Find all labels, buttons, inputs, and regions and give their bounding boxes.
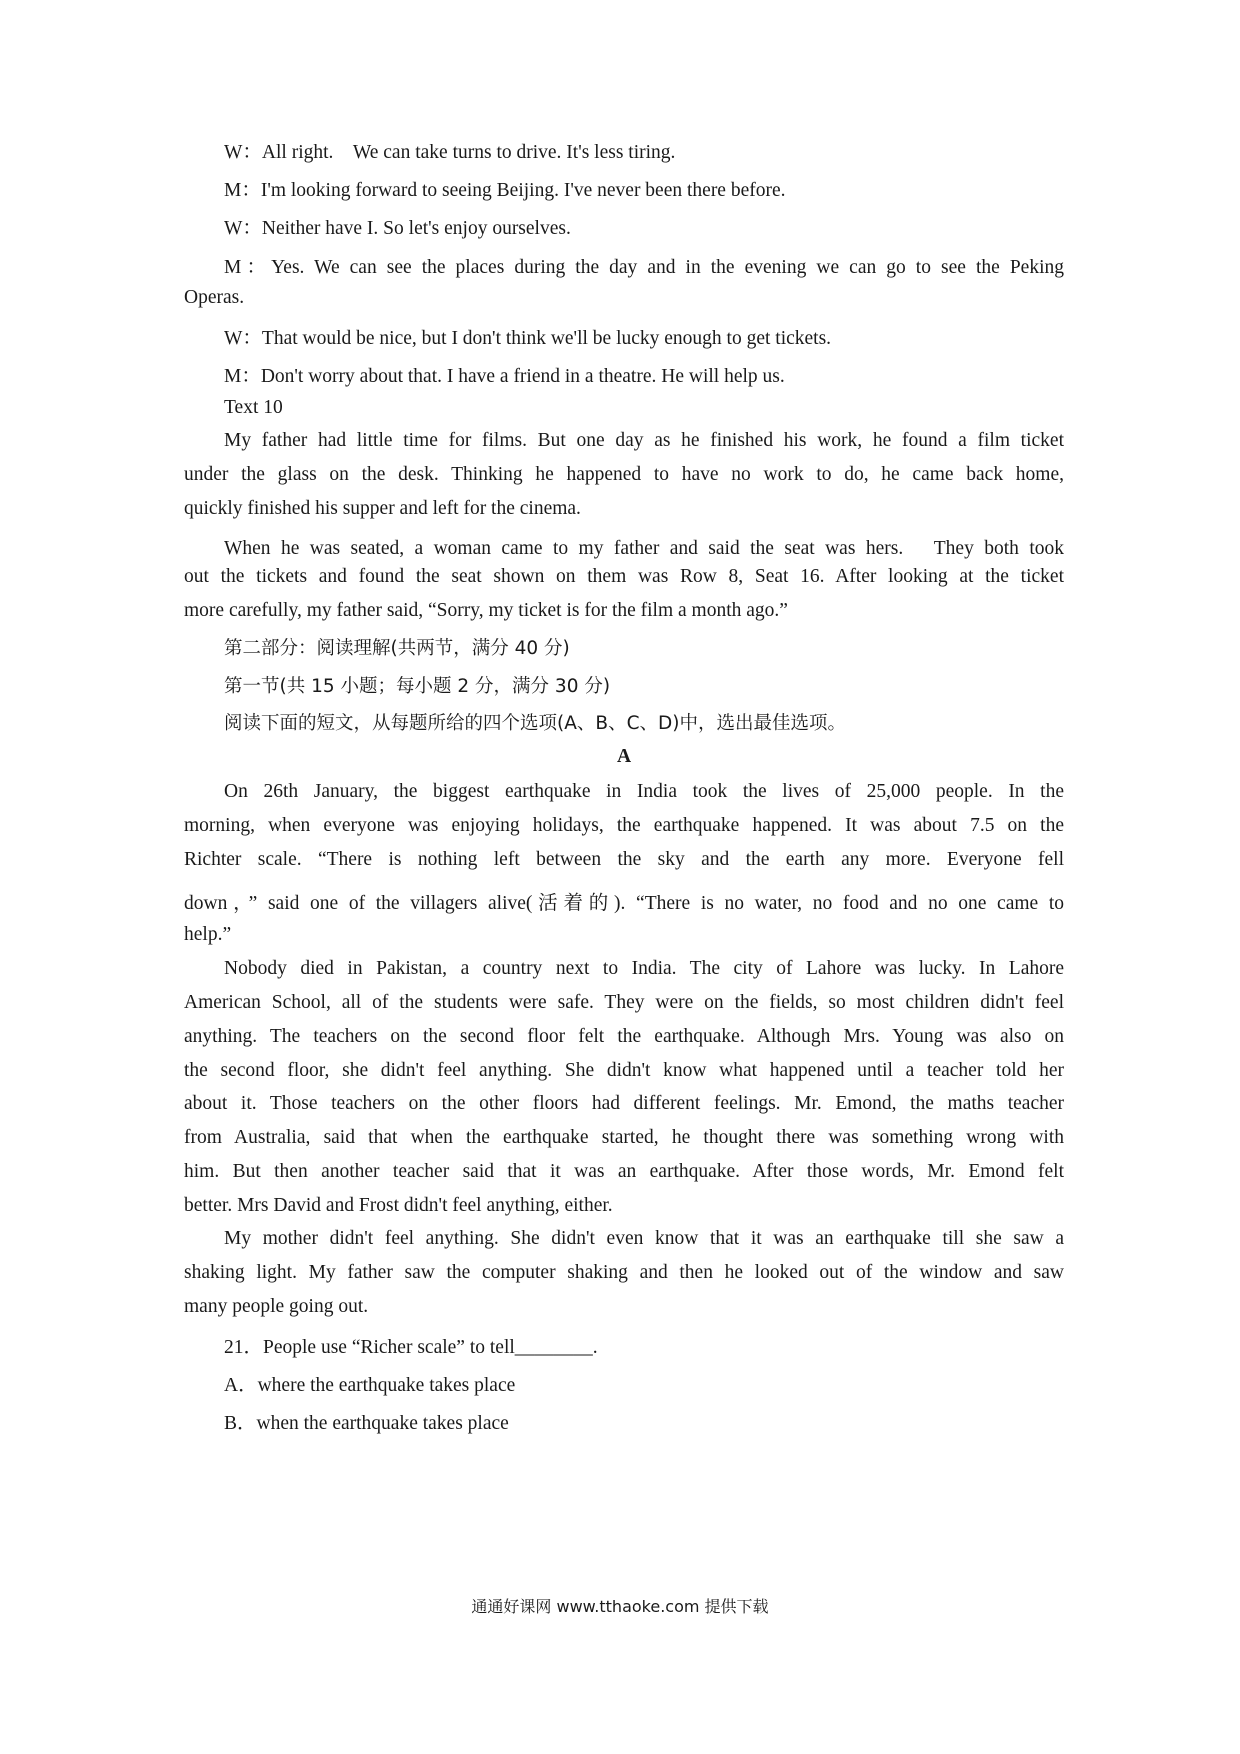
question-stem: 21．People use “Richer scale” to tell________. <box>224 1337 598 1358</box>
passage-para1-line: On 26th January, the biggest earthquake in India took the lives of 25,000 people. In the <box>224 781 1064 802</box>
text10-para2-line: out the tickets and found the seat shown on them was Row 8, Seat 16. After looking at the ticket <box>184 566 1064 587</box>
instruction: 阅读下面的短文，从每题所给的四个选项(A、B、C、D)中，选出最佳选项。 <box>224 713 846 734</box>
passage-para2-line: American School, all of the students were safe. They were on the fields, so most children didn't feel <box>184 992 1064 1013</box>
text10-para1-line: under the glass on the desk. Thinking he happened to have no work to do, he came back home, <box>184 464 1064 485</box>
text10-para1-line: My father had little time for films. But one day as he finished his work, he found a film ticket <box>224 430 1064 451</box>
passage-para1-line: Richter scale. “There is nothing left between the sky and the earth any more. Everyone fell <box>184 849 1064 870</box>
text10-heading: Text 10 <box>224 397 283 418</box>
dialogue-line: Operas. <box>184 287 245 308</box>
passage-label: A <box>616 746 632 767</box>
dialogue-line: W：All right. We can take turns to drive. It's less tiring. <box>224 142 676 163</box>
passage-para2-line: anything. The teachers on the second floor felt the earthquake. Although Mrs. Young was also on <box>184 1026 1064 1047</box>
passage-para2-line: him. But then another teacher said that it was an earthquake. After those words, Mr. Emond felt <box>184 1161 1064 1182</box>
text10-para2-line: When he was seated, a woman came to my father and said the seat was hers. They both took <box>224 538 1064 559</box>
passage-para1-line: help.” <box>184 924 232 945</box>
dialogue-line: M：Yes. We can see the places during the day and in the evening we can go to see the Peking <box>224 257 1064 278</box>
dialogue-line: M：Don't worry about that. I have a friend in a theatre. He will help us. <box>224 366 785 387</box>
dialogue-line: M：I'm looking forward to seeing Beijing. I've never been there before. <box>224 180 786 201</box>
question-option: B．when the earthquake takes place <box>224 1413 509 1434</box>
part-title: 第二部分：阅读理解(共两节，满分 40 分) <box>224 638 570 659</box>
passage-para1-line: morning, when everyone was enjoying holidays, the earthquake happened. It was about 7.5 on the <box>184 815 1064 836</box>
footer-watermark: 通通好课网 www.tthaoke.com 提供下载 <box>471 1597 769 1616</box>
text10-para2-line: more carefully, my father said, “Sorry, my ticket is for the film a month ago.” <box>184 600 788 621</box>
text10-para1-line: quickly finished his supper and left for the cinema. <box>184 498 581 519</box>
passage-para2-line: from Australia, said that when the earthquake started, he thought there was something wrong with <box>184 1127 1064 1148</box>
passage-para2-line: Nobody died in Pakistan, a country next to India. The city of Lahore was lucky. In Lahore <box>224 958 1064 979</box>
passage-para2-line: about it. Those teachers on the other floors had different feelings. Mr. Emond, the maths teacher <box>184 1093 1064 1114</box>
dialogue-line: W：Neither have I. So let's enjoy ourselves. <box>224 218 571 239</box>
passage-para3-line: shaking light. My father saw the computer shaking and then he looked out of the window and saw <box>184 1262 1064 1283</box>
dialogue-line: W：That would be nice, but I don't think we'll be lucky enough to get tickets. <box>224 328 832 349</box>
passage-para3-line: many people going out. <box>184 1296 369 1317</box>
question-option: A．where the earthquake takes place <box>224 1375 516 1396</box>
passage-para2-line: the second floor, she didn't feel anything. She didn't know what happened until a teacher told her <box>184 1060 1064 1081</box>
passage-para1-line: down，” said one of the villagers alive(活着的). “There is no water, no food and no one came to <box>184 893 1064 914</box>
passage-para2-line: better. Mrs David and Frost didn't feel anything, either. <box>184 1195 613 1216</box>
passage-para3-line: My mother didn't feel anything. She didn't even know that it was an earthquake till she saw a <box>224 1228 1064 1249</box>
subsection-title: 第一节(共 15 小题；每小题 2 分，满分 30 分) <box>224 676 611 697</box>
